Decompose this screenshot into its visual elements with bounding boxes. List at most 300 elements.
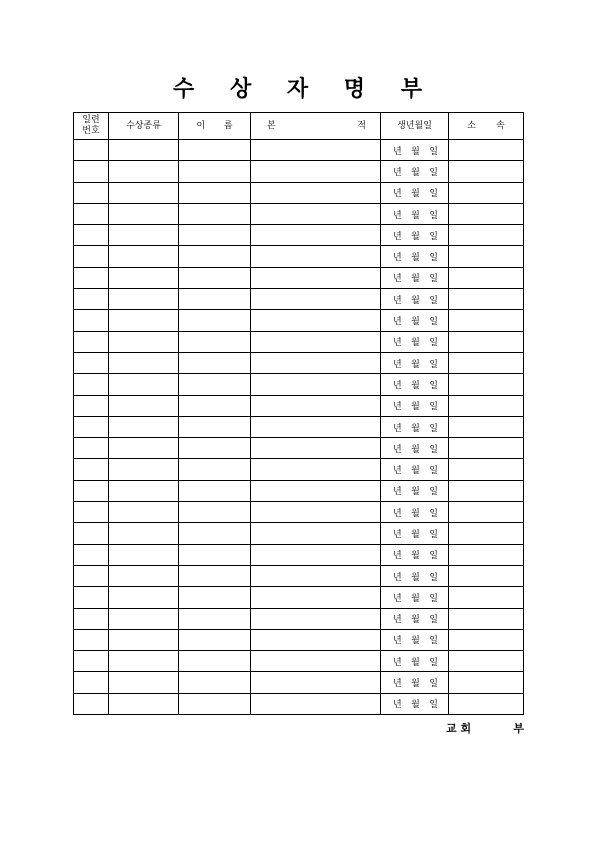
cell-name[interactable] bbox=[179, 438, 251, 459]
cell-origin[interactable] bbox=[251, 182, 381, 203]
cell-award-type[interactable] bbox=[109, 438, 179, 459]
birthdate-units bbox=[381, 591, 448, 604]
cell-affiliation[interactable] bbox=[449, 395, 524, 416]
cell-name[interactable] bbox=[179, 246, 251, 267]
cell-birthdate[interactable] bbox=[381, 544, 449, 565]
header-origin-part1: 본 bbox=[267, 120, 276, 131]
birthdate-unit-label: 월 bbox=[411, 593, 420, 604]
cell-affiliation[interactable] bbox=[449, 459, 524, 480]
birthdate-unit-label: 일 bbox=[429, 402, 438, 413]
cell-origin[interactable] bbox=[251, 459, 381, 480]
cell-birthdate[interactable] bbox=[381, 459, 449, 480]
cell-origin[interactable] bbox=[251, 523, 381, 544]
birthdate-units bbox=[381, 548, 448, 561]
table-row bbox=[74, 374, 524, 395]
header-name-part1: 이 bbox=[196, 120, 206, 131]
cell-affiliation[interactable] bbox=[449, 523, 524, 544]
birthdate-units bbox=[381, 186, 448, 199]
birthdate-unit-label: 월 bbox=[411, 338, 420, 349]
cell-award-type[interactable] bbox=[109, 182, 179, 203]
cell-affiliation[interactable] bbox=[449, 693, 524, 714]
birthdate-unit-label: 월 bbox=[411, 253, 420, 264]
cell-name[interactable] bbox=[179, 523, 251, 544]
cell-birthdate[interactable] bbox=[381, 182, 449, 203]
table-row bbox=[74, 182, 524, 203]
cell-award-type[interactable] bbox=[109, 523, 179, 544]
cell-award-type[interactable] bbox=[109, 352, 179, 373]
header-affiliation-part2: 속 bbox=[496, 120, 505, 131]
birthdate-unit-label: 일 bbox=[429, 380, 438, 391]
cell-name[interactable] bbox=[179, 203, 251, 224]
cell-name[interactable] bbox=[179, 565, 251, 586]
header-name-part2: 름 bbox=[223, 120, 233, 131]
table-row bbox=[74, 565, 524, 586]
birthdate-unit-label: 일 bbox=[429, 700, 438, 711]
birthdate-unit-label: 일 bbox=[429, 444, 438, 455]
birthdate-unit-label: 년 bbox=[393, 210, 402, 221]
cell-origin[interactable] bbox=[251, 310, 381, 331]
cell-birthdate[interactable] bbox=[381, 352, 449, 373]
table-row bbox=[74, 480, 524, 501]
birthdate-unit-label: 년 bbox=[393, 359, 402, 370]
birthdate-unit-label: 월 bbox=[411, 359, 420, 370]
cell-origin[interactable] bbox=[251, 374, 381, 395]
birthdate-unit-label: 일 bbox=[429, 529, 438, 540]
cell-serial[interactable] bbox=[74, 374, 109, 395]
cell-award-type[interactable] bbox=[109, 608, 179, 629]
cell-award-type[interactable] bbox=[109, 140, 179, 161]
cell-award-type[interactable] bbox=[109, 267, 179, 288]
cell-birthdate[interactable] bbox=[381, 203, 449, 224]
cell-birthdate[interactable] bbox=[381, 693, 449, 714]
header-origin bbox=[251, 113, 381, 140]
cell-name[interactable] bbox=[179, 651, 251, 672]
cell-award-type[interactable] bbox=[109, 587, 179, 608]
table-row bbox=[74, 651, 524, 672]
cell-origin[interactable] bbox=[251, 480, 381, 501]
cell-origin[interactable] bbox=[251, 416, 381, 437]
cell-serial[interactable] bbox=[74, 246, 109, 267]
table-row bbox=[74, 416, 524, 437]
birthdate-units bbox=[381, 144, 448, 157]
cell-award-type[interactable] bbox=[109, 161, 179, 182]
birthdate-unit-label: 일 bbox=[429, 615, 438, 626]
birthdate-unit-label: 년 bbox=[393, 487, 402, 498]
birthdate-unit-label: 일 bbox=[429, 593, 438, 604]
birthdate-units bbox=[381, 484, 448, 497]
cell-birthdate[interactable] bbox=[381, 310, 449, 331]
cell-origin[interactable] bbox=[251, 651, 381, 672]
cell-origin[interactable] bbox=[251, 608, 381, 629]
table-row bbox=[74, 331, 524, 352]
cell-origin[interactable] bbox=[251, 246, 381, 267]
birthdate-units bbox=[381, 229, 448, 242]
table-row bbox=[74, 203, 524, 224]
birthdate-unit-label: 년 bbox=[393, 700, 402, 711]
cell-birthdate[interactable] bbox=[381, 438, 449, 459]
birthdate-units bbox=[381, 570, 448, 583]
cell-name[interactable] bbox=[179, 374, 251, 395]
header-affiliation-part1: 소 bbox=[467, 120, 476, 131]
cell-birthdate[interactable] bbox=[381, 289, 449, 310]
birthdate-unit-label: 일 bbox=[429, 317, 438, 328]
cell-name[interactable] bbox=[179, 225, 251, 246]
table-row bbox=[74, 608, 524, 629]
cell-serial[interactable] bbox=[74, 502, 109, 523]
birthdate-unit-label: 월 bbox=[411, 402, 420, 413]
cell-affiliation[interactable] bbox=[449, 331, 524, 352]
table-row bbox=[74, 225, 524, 246]
cell-award-type[interactable] bbox=[109, 651, 179, 672]
cell-award-type[interactable] bbox=[109, 203, 179, 224]
birthdate-unit-label: 월 bbox=[411, 210, 420, 221]
cell-affiliation[interactable] bbox=[449, 182, 524, 203]
table-row bbox=[74, 140, 524, 161]
cell-origin[interactable] bbox=[251, 331, 381, 352]
birthdate-units bbox=[381, 463, 448, 476]
cell-origin[interactable] bbox=[251, 289, 381, 310]
header-birthdate: 생년월일 bbox=[381, 113, 449, 140]
table-row bbox=[74, 587, 524, 608]
cell-affiliation[interactable] bbox=[449, 544, 524, 565]
cell-award-type[interactable] bbox=[109, 374, 179, 395]
table-row bbox=[74, 246, 524, 267]
cell-award-type[interactable] bbox=[109, 629, 179, 650]
cell-affiliation[interactable] bbox=[449, 438, 524, 459]
cell-serial[interactable] bbox=[74, 438, 109, 459]
birthdate-units bbox=[381, 378, 448, 391]
cell-serial[interactable] bbox=[74, 203, 109, 224]
cell-name[interactable] bbox=[179, 331, 251, 352]
birthdate-unit-label: 일 bbox=[429, 231, 438, 242]
birthdate-units bbox=[381, 335, 448, 348]
birthdate-unit-label: 년 bbox=[393, 423, 402, 434]
birthdate-unit-label: 일 bbox=[429, 508, 438, 519]
cell-name[interactable] bbox=[179, 459, 251, 480]
cell-affiliation[interactable] bbox=[449, 310, 524, 331]
birthdate-unit-label: 월 bbox=[411, 317, 420, 328]
birthdate-units bbox=[381, 165, 448, 178]
cell-award-type[interactable] bbox=[109, 459, 179, 480]
cell-name[interactable] bbox=[179, 672, 251, 693]
cell-name[interactable] bbox=[179, 480, 251, 501]
cell-birthdate[interactable] bbox=[381, 480, 449, 501]
cell-award-type[interactable] bbox=[109, 310, 179, 331]
page-title: 수 상 자 명 부 bbox=[173, 77, 436, 102]
cell-award-type[interactable] bbox=[109, 565, 179, 586]
birthdate-unit-label: 일 bbox=[429, 189, 438, 200]
birthdate-unit-label: 년 bbox=[393, 508, 402, 519]
birthdate-unit-label: 월 bbox=[411, 231, 420, 242]
birthdate-unit-label: 월 bbox=[411, 466, 420, 477]
birthdate-unit-label: 년 bbox=[393, 593, 402, 604]
cell-birthdate[interactable] bbox=[381, 651, 449, 672]
cell-award-type[interactable] bbox=[109, 225, 179, 246]
cell-award-type[interactable] bbox=[109, 289, 179, 310]
birthdate-unit-label: 년 bbox=[393, 615, 402, 626]
birthdate-unit-label: 월 bbox=[411, 700, 420, 711]
cell-affiliation[interactable] bbox=[449, 267, 524, 288]
birthdate-units bbox=[381, 506, 448, 519]
cell-award-type[interactable] bbox=[109, 693, 179, 714]
register-body bbox=[74, 140, 524, 715]
birthdate-units bbox=[381, 357, 448, 370]
cell-name[interactable] bbox=[179, 502, 251, 523]
cell-serial[interactable] bbox=[74, 267, 109, 288]
cell-serial[interactable] bbox=[74, 587, 109, 608]
cell-serial[interactable] bbox=[74, 651, 109, 672]
birthdate-unit-label: 일 bbox=[429, 146, 438, 157]
table-row bbox=[74, 352, 524, 373]
cell-name[interactable] bbox=[179, 140, 251, 161]
cell-serial[interactable] bbox=[74, 565, 109, 586]
cell-affiliation[interactable] bbox=[449, 672, 524, 693]
cell-origin[interactable] bbox=[251, 161, 381, 182]
cell-award-type[interactable] bbox=[109, 395, 179, 416]
birthdate-units bbox=[381, 293, 448, 306]
birthdate-units bbox=[381, 271, 448, 284]
cell-origin[interactable] bbox=[251, 140, 381, 161]
birthdate-unit-label: 년 bbox=[393, 189, 402, 200]
cell-birthdate[interactable] bbox=[381, 331, 449, 352]
birthdate-unit-label: 월 bbox=[411, 423, 420, 434]
header-serial-line1: 일련 bbox=[82, 115, 100, 125]
cell-serial[interactable] bbox=[74, 310, 109, 331]
cell-birthdate[interactable] bbox=[381, 672, 449, 693]
cell-origin[interactable] bbox=[251, 352, 381, 373]
birthdate-unit-label: 월 bbox=[411, 146, 420, 157]
birthdate-unit-label: 월 bbox=[411, 487, 420, 498]
cell-birthdate[interactable] bbox=[381, 374, 449, 395]
cell-origin[interactable] bbox=[251, 395, 381, 416]
birthdate-unit-label: 일 bbox=[429, 551, 438, 562]
cell-award-type[interactable] bbox=[109, 544, 179, 565]
table-row bbox=[74, 438, 524, 459]
cell-origin[interactable] bbox=[251, 438, 381, 459]
birthdate-units bbox=[381, 442, 448, 455]
birthdate-unit-label: 일 bbox=[429, 210, 438, 221]
cell-serial[interactable] bbox=[74, 672, 109, 693]
cell-serial[interactable] bbox=[74, 480, 109, 501]
cell-origin[interactable] bbox=[251, 267, 381, 288]
header-award-type: 수상종류 bbox=[109, 113, 179, 140]
cell-award-type[interactable] bbox=[109, 331, 179, 352]
birthdate-units bbox=[381, 697, 448, 710]
birthdate-unit-label: 월 bbox=[411, 615, 420, 626]
cell-birthdate[interactable] bbox=[381, 523, 449, 544]
cell-name[interactable] bbox=[179, 693, 251, 714]
cell-serial[interactable] bbox=[74, 161, 109, 182]
birthdate-unit-label: 년 bbox=[393, 679, 402, 690]
table-row bbox=[74, 459, 524, 480]
birthdate-units bbox=[381, 612, 448, 625]
cell-name[interactable] bbox=[179, 544, 251, 565]
cell-affiliation[interactable] bbox=[449, 289, 524, 310]
birthdate-unit-label: 년 bbox=[393, 274, 402, 285]
cell-name[interactable] bbox=[179, 182, 251, 203]
cell-birthdate[interactable] bbox=[381, 587, 449, 608]
cell-birthdate[interactable] bbox=[381, 629, 449, 650]
cell-birthdate[interactable] bbox=[381, 502, 449, 523]
cell-affiliation[interactable] bbox=[449, 374, 524, 395]
cell-birthdate[interactable] bbox=[381, 416, 449, 437]
cell-affiliation[interactable] bbox=[449, 480, 524, 501]
birthdate-unit-label: 일 bbox=[429, 679, 438, 690]
birthdate-units bbox=[381, 208, 448, 221]
cell-serial[interactable] bbox=[74, 629, 109, 650]
cell-affiliation[interactable] bbox=[449, 587, 524, 608]
cell-origin[interactable] bbox=[251, 203, 381, 224]
birthdate-units bbox=[381, 655, 448, 668]
cell-name[interactable] bbox=[179, 629, 251, 650]
cell-birthdate[interactable] bbox=[381, 267, 449, 288]
cell-origin[interactable] bbox=[251, 629, 381, 650]
cell-serial[interactable] bbox=[74, 523, 109, 544]
footer-department bbox=[446, 720, 524, 736]
cell-origin[interactable] bbox=[251, 502, 381, 523]
cell-award-type[interactable] bbox=[109, 672, 179, 693]
cell-name[interactable] bbox=[179, 416, 251, 437]
cell-serial[interactable] bbox=[74, 416, 109, 437]
birthdate-unit-label: 월 bbox=[411, 274, 420, 285]
cell-affiliation[interactable] bbox=[449, 225, 524, 246]
cell-serial[interactable] bbox=[74, 140, 109, 161]
cell-birthdate[interactable] bbox=[381, 140, 449, 161]
cell-award-type[interactable] bbox=[109, 480, 179, 501]
cell-serial[interactable] bbox=[74, 289, 109, 310]
cell-affiliation[interactable] bbox=[449, 161, 524, 182]
cell-birthdate[interactable] bbox=[381, 225, 449, 246]
birthdate-unit-label: 년 bbox=[393, 657, 402, 668]
cell-award-type[interactable] bbox=[109, 416, 179, 437]
birthdate-unit-label: 년 bbox=[393, 167, 402, 178]
awardee-register-table bbox=[73, 112, 524, 715]
cell-name[interactable] bbox=[179, 289, 251, 310]
birthdate-unit-label: 월 bbox=[411, 572, 420, 583]
cell-affiliation[interactable] bbox=[449, 502, 524, 523]
table-row bbox=[74, 672, 524, 693]
table-row bbox=[74, 502, 524, 523]
cell-origin[interactable] bbox=[251, 672, 381, 693]
cell-affiliation[interactable] bbox=[449, 565, 524, 586]
cell-origin[interactable] bbox=[251, 544, 381, 565]
header-row bbox=[74, 113, 524, 140]
header-affiliation bbox=[449, 113, 524, 140]
cell-award-type[interactable] bbox=[109, 246, 179, 267]
footer-dept-a: 교 회 bbox=[446, 722, 472, 735]
header-serial-line2: 번호 bbox=[82, 126, 100, 136]
cell-origin[interactable] bbox=[251, 565, 381, 586]
birthdate-unit-label: 년 bbox=[393, 253, 402, 264]
cell-origin[interactable] bbox=[251, 587, 381, 608]
cell-serial[interactable] bbox=[74, 395, 109, 416]
birthdate-unit-label: 월 bbox=[411, 295, 420, 306]
birthdate-unit-label: 일 bbox=[429, 572, 438, 583]
cell-serial[interactable] bbox=[74, 331, 109, 352]
cell-birthdate[interactable] bbox=[381, 246, 449, 267]
cell-name[interactable] bbox=[179, 267, 251, 288]
birthdate-unit-label: 년 bbox=[393, 295, 402, 306]
cell-serial[interactable] bbox=[74, 608, 109, 629]
birthdate-unit-label: 월 bbox=[411, 679, 420, 690]
cell-serial[interactable] bbox=[74, 544, 109, 565]
cell-name[interactable] bbox=[179, 587, 251, 608]
birthdate-unit-label: 년 bbox=[393, 444, 402, 455]
cell-name[interactable] bbox=[179, 310, 251, 331]
birthdate-units bbox=[381, 527, 448, 540]
header-origin-part2: 적 bbox=[357, 120, 366, 131]
table-row bbox=[74, 523, 524, 544]
cell-birthdate[interactable] bbox=[381, 395, 449, 416]
birthdate-unit-label: 일 bbox=[429, 657, 438, 668]
birthdate-unit-label: 월 bbox=[411, 508, 420, 519]
cell-name[interactable] bbox=[179, 395, 251, 416]
table-row bbox=[74, 310, 524, 331]
cell-origin[interactable] bbox=[251, 225, 381, 246]
birthdate-units bbox=[381, 399, 448, 412]
cell-serial[interactable] bbox=[74, 693, 109, 714]
birthdate-unit-label: 년 bbox=[393, 529, 402, 540]
cell-name[interactable] bbox=[179, 352, 251, 373]
cell-affiliation[interactable] bbox=[449, 629, 524, 650]
cell-serial[interactable] bbox=[74, 459, 109, 480]
cell-affiliation[interactable] bbox=[449, 140, 524, 161]
cell-affiliation[interactable] bbox=[449, 651, 524, 672]
birthdate-unit-label: 월 bbox=[411, 551, 420, 562]
birthdate-unit-label: 년 bbox=[393, 380, 402, 391]
birthdate-unit-label: 월 bbox=[411, 444, 420, 455]
table-row bbox=[74, 544, 524, 565]
table-row bbox=[74, 395, 524, 416]
cell-affiliation[interactable] bbox=[449, 416, 524, 437]
table-row bbox=[74, 161, 524, 182]
birthdate-unit-label: 년 bbox=[393, 636, 402, 647]
cell-name[interactable] bbox=[179, 161, 251, 182]
footer-dept-b: 부 bbox=[513, 722, 524, 735]
birthdate-unit-label: 년 bbox=[393, 146, 402, 157]
birthdate-unit-label: 일 bbox=[429, 295, 438, 306]
birthdate-unit-label: 일 bbox=[429, 636, 438, 647]
header-serial-number bbox=[74, 113, 109, 140]
birthdate-units bbox=[381, 314, 448, 327]
cell-serial[interactable] bbox=[74, 352, 109, 373]
cell-name[interactable] bbox=[179, 608, 251, 629]
cell-award-type[interactable] bbox=[109, 502, 179, 523]
cell-affiliation[interactable] bbox=[449, 352, 524, 373]
birthdate-unit-label: 년 bbox=[393, 338, 402, 349]
birthdate-unit-label: 년 bbox=[393, 466, 402, 477]
cell-birthdate[interactable] bbox=[381, 161, 449, 182]
birthdate-unit-label: 월 bbox=[411, 657, 420, 668]
cell-affiliation[interactable] bbox=[449, 246, 524, 267]
cell-serial[interactable] bbox=[74, 225, 109, 246]
birthdate-unit-label: 년 bbox=[393, 551, 402, 562]
birthdate-unit-label: 월 bbox=[411, 167, 420, 178]
birthdate-unit-label: 일 bbox=[429, 274, 438, 285]
cell-origin[interactable] bbox=[251, 693, 381, 714]
birthdate-unit-label: 년 bbox=[393, 572, 402, 583]
birthdate-unit-label: 년 bbox=[393, 402, 402, 413]
birthdate-unit-label: 년 bbox=[393, 317, 402, 328]
birthdate-units bbox=[381, 421, 448, 434]
cell-affiliation[interactable] bbox=[449, 203, 524, 224]
birthdate-unit-label: 월 bbox=[411, 529, 420, 540]
cell-birthdate[interactable] bbox=[381, 565, 449, 586]
header-name bbox=[179, 113, 251, 140]
cell-serial[interactable] bbox=[74, 182, 109, 203]
cell-affiliation[interactable] bbox=[449, 608, 524, 629]
cell-birthdate[interactable] bbox=[381, 608, 449, 629]
